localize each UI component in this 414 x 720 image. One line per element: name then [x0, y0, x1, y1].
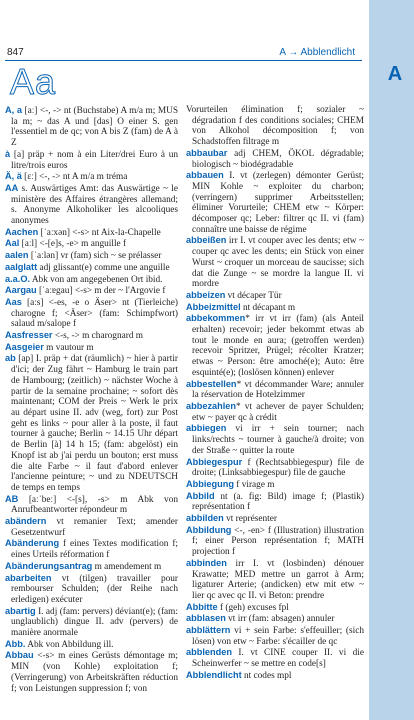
entry-text: f virage m [233, 479, 275, 490]
header-rule [5, 60, 362, 61]
entry-headword: Abbau [5, 650, 34, 661]
entry-text: [aːs] <-es, -e o Äser> nt (Tierleiche) charogne f; <Äser> (fam: Schimpfwort) salaud m/salope f [11, 297, 178, 330]
entry-headword: AA [5, 182, 19, 193]
entry-text: adj glissant(e) comme une anguille [37, 262, 170, 273]
entry-text: I. adj (fam: pervers) déviant(e); (fam: unglaublich) dingue II. adv (pervers) de manière anormale [11, 606, 178, 639]
entry-text: irr I. vt couper avec les dents; etw ~ couper qc avec les dents; ein Stück von einer Wurst ~ croquer un morceau de saucisse; sich dat die Zunge ~ se mordre la langue II. vi mordre [192, 236, 364, 290]
dictionary-column-right [186, 104, 364, 682]
thumb-index-letter: A [387, 63, 403, 85]
dictionary-entry [186, 558, 364, 602]
entry-headword: Abbeizmittel [186, 301, 241, 312]
dictionary-entry [5, 250, 178, 262]
dictionary-entry [5, 149, 178, 171]
dictionary-entry [5, 494, 178, 516]
entry-text: vi irr + sein tourner; nach links/rechts ~ tourner à gauche/à droite; von der Straße ~ quitter la route [192, 424, 364, 456]
entry-text: vi + sein Farbe: s'effeuiller; (sich lösen) von etw ~ Farbe: s'écailler de qc [192, 626, 364, 647]
entry-headword: AB [5, 493, 19, 504]
dictionary-entry [5, 105, 178, 149]
entry-text: [a] präp + nom à ein Liter/drei Euro à un litre/trois euros [10, 149, 178, 171]
entry-text: <-s> m eines Gerüsts démontage m; MIN (von Kohle) exploitation f; (Verringerung) von Arbeitskräften réduction f; von Leistungen suppression f; von [11, 651, 178, 694]
entry-headword: abblenden [186, 647, 232, 658]
dictionary-entry [5, 353, 178, 493]
dictionary-entry [186, 513, 364, 525]
entry-text: f (geh) excuses fpl [217, 602, 289, 613]
dictionary-entry [186, 423, 364, 456]
entry-text: adj CHEM, ÖKOL dégradable; biologisch ~ biodégradable [192, 148, 364, 170]
entry-text: [aːl] <-[e]s, -e> m anguille f [19, 239, 127, 250]
dictionary-entry [186, 104, 364, 148]
entry-headword: Abbild [186, 490, 215, 501]
entry-headword: abbinden [186, 557, 227, 568]
entry-headword: aalglatt [5, 261, 38, 272]
entry-text: nt (a. fig: Bild) image f; (Plastik) représentation f [192, 491, 364, 513]
entry-headword: Abänderungsantrag [5, 560, 93, 571]
entry-headword: Abbildung [186, 524, 232, 535]
dictionary-entry [5, 227, 178, 239]
entry-text: [aː] <-, -> nt (Buchstabe) A m/a m; MUS la m; ~ das A und [das] O einer S. gen l'essentiel m de qc; von A bis Z (fam) de A à Z [11, 106, 178, 149]
dictionary-entry [186, 479, 364, 491]
entry-text: irr I. vt (losbinden) dénouer Krawatte; MED mettre un garrot à Arm; ligaturer Arterie; (andicken) etw mit etw ~ lier qc avec qc II. vi Beton: prendre [192, 558, 364, 601]
dictionary-entry [186, 290, 364, 302]
entry-headword: Aas [5, 296, 22, 307]
page-header [0, 0, 369, 102]
dictionary-entry [186, 401, 364, 423]
dictionary-entry [186, 647, 364, 669]
entry-text: * vt décommander Ware; annuler la réservation de Hotelzimmer [192, 379, 364, 401]
entry-headword: aalen [5, 250, 29, 261]
entry-text: vt irr (fam: absagen) annuler [225, 614, 335, 625]
entry-headword: abbestellen [186, 378, 237, 389]
entry-headword: Abblendlicht [186, 669, 242, 680]
entry-text: [ɛː] <-, -> nt A m/a m tréma [21, 172, 128, 183]
dictionary-entry [5, 297, 178, 330]
dictionary-entry [5, 183, 178, 227]
entry-text: nt codes mpl [241, 670, 292, 681]
entry-headword: abartig [5, 605, 36, 616]
dictionary-entry [5, 650, 178, 694]
entry-text: * irr vt irr (fam) (als Anteil erhalten) recevoir; jeder bekommt etwas ab tout le monde en aura; (getroffen werden) recevoir Spritzer, Prügel; récolter Kratzer; etwas ~ Person: être amoché(e); Auto: être esquinté(e); (loslösen können) enlever [192, 314, 364, 378]
entry-headword: Abbitte [186, 601, 218, 612]
entry-headword: abbauen [186, 170, 224, 181]
dictionary-entry [5, 238, 178, 250]
entry-text: [ˈaːlən] vr (fam) sich ~ se prélasser [28, 251, 162, 262]
dictionary-entry [5, 330, 178, 342]
section-letters: Aa [10, 61, 57, 102]
entry-headword: Aasgeier [5, 341, 44, 352]
entry-headword: abbeizen [186, 289, 226, 300]
dictionary-entry [186, 148, 364, 170]
entry-headword: abbaubar [186, 147, 228, 158]
entry-text: s. Auswärtiges Amt: das Auswärtige ~ le ministère des Affaires étrangères allemand; s. Anonyme Alkoholiker les alcooliques anonymes [11, 183, 178, 227]
entry-text: <-, -en> f (Illustration) illustration f; einer Person représentation f; MATH projection f [192, 525, 364, 558]
dictionary-entry [5, 606, 178, 639]
dictionary-entry [186, 235, 364, 290]
dictionary-entry [186, 613, 364, 625]
dictionary-entry [186, 379, 364, 401]
entry-text: [aːˈbeː] <-[s], -s> m Abk von Anrufbeantworter répondeur m [11, 494, 178, 516]
entry-headword: Abbiegung [186, 478, 234, 489]
entry-text: f (Rechtsabbiegespur) file de droite; (Linksabbiegespur) file de gauche [192, 457, 364, 479]
entry-text: Abk von am angegebenen Ort ibid. [30, 274, 163, 285]
entry-headword: à [5, 148, 11, 159]
dictionary-entry [186, 525, 364, 558]
page-number: 847 [7, 47, 24, 58]
entry-headword: abarbeiten [5, 572, 52, 583]
entry-headword: abbezahlen [186, 400, 237, 411]
entry-headword: Abbiegespur [186, 456, 243, 467]
entry-text: vt (tilgen) travailler pour rembourser Schulden; (der Reihe nach erledigen) exécuter [11, 573, 178, 605]
entry-text: m amendement m [92, 561, 162, 572]
entry-text: [ˈaːxən] <-s> nt Aix-la-Chapelle [38, 227, 161, 238]
dictionary-entry [5, 262, 178, 274]
dictionary-entry [186, 602, 364, 614]
dictionary-entry [5, 538, 178, 560]
entry-headword: a.a.O. [5, 273, 31, 284]
entry-headword: Abb. [5, 638, 26, 649]
running-head: A → Abblendlicht [279, 47, 355, 58]
dictionary-entry [5, 516, 178, 538]
dictionary-entry [5, 639, 178, 651]
dictionary-entry [5, 285, 178, 297]
entry-headword: Aasfresser [5, 330, 53, 341]
entry-headword: Aal [5, 238, 20, 249]
dictionary-entry [5, 561, 178, 573]
dictionary-entry [5, 342, 178, 354]
entry-headword: Aachen [5, 226, 39, 237]
entry-text: I. vt (zerlegen) démonter Gerüst; MIN Kohle ~ exploiter du charbon; (verringern) supprimer Arbeitsstellen; éliminer Vorurteile; CHEM etw ~ Körper: décomposer qc; Leber: filtrer qc II. vi (fam) connaître une baisse de régime [192, 171, 364, 235]
dictionary-entry [5, 171, 178, 183]
thumb-index-tab [369, 0, 414, 720]
entry-headword: A, a [5, 105, 23, 115]
entry-headword: abändern [5, 516, 47, 527]
dictionary-column-left [5, 105, 178, 694]
dictionary-entry [186, 491, 364, 513]
dictionary-entry [186, 313, 364, 378]
entry-headword: abbiegen [186, 423, 227, 434]
dictionary-entry [186, 625, 364, 647]
entry-text: vt représenter [223, 514, 277, 525]
entry-headword: Abänderung [5, 538, 60, 549]
entry-headword: ab [5, 353, 16, 364]
entry-headword: Aargau [5, 285, 37, 296]
entry-headword: abbekommen [186, 313, 246, 324]
dictionary-entry [5, 274, 178, 286]
entry-text: m vautour m [43, 342, 94, 353]
dictionary-entry [186, 302, 364, 314]
entry-headword: abbilden [186, 513, 224, 524]
dictionary-entry [186, 457, 364, 479]
entry-text: vt décaper Tür [225, 290, 282, 301]
entry-text: <-s, -> m charognard m [52, 331, 144, 342]
entry-headword: abblasen [186, 613, 226, 624]
entry-headword: abbeißen [186, 235, 227, 246]
entry-text: nt décapant m [240, 302, 296, 313]
entry-text: * vt achever de payer Schulden; etw ~ payer qc à crédit [192, 401, 364, 423]
entry-text: Abk von Abbildung ill. [25, 639, 114, 650]
entry-text: vt remanier Text; amender Gesetzentwurf [11, 517, 178, 538]
entry-text: [ap] I. präp + dat (räumlich) ~ hier à partir d'ici; der Zug fährt ~ Hamburg le train part de Hambourg; (zeitlich) ~ nächster Woche à partir de la semaine prochaine; ~ sofort dès maintenant; COM der Preis ~ Werk le prix au départ usine II. adv (weg, fort) zur Post geht es links ~ pour aller à la poste, il faut tourner à gauche; Berlin ~ 14.15 Uhr départ de Berlin [à] 14 h 15; (fam: abgelöst) ein Knopf ist ab j'ai perdu un bouton; erst muss die alte Farbe ~ il faut d'abord enlever l'ancienne peinture; ~ und zu NDEUTSCH de temps en temps [11, 354, 178, 493]
entry-text: Vorurteilen élimination f; sozialer ~ dégradation f des conditions sociales; CHEM von Alkohol décomposition f; von Schadstoffen filtrage m [186, 105, 364, 148]
dictionary-entry [186, 670, 364, 682]
entry-text: f eines Textes modification f; eines Urteils réformation f [11, 539, 178, 561]
entry-text: I. vt CINE couper II. vi die Scheinwerfer ~ se mettre en code[s] [192, 648, 364, 670]
entry-text: [ˈaːɐgau] <-s> m der ~ l'Argovie f [36, 286, 166, 297]
entry-headword: Ä, ä [5, 171, 22, 182]
dictionary-entry [186, 170, 364, 235]
dictionary-entry [5, 573, 178, 606]
entry-headword: abblättern [186, 625, 231, 636]
